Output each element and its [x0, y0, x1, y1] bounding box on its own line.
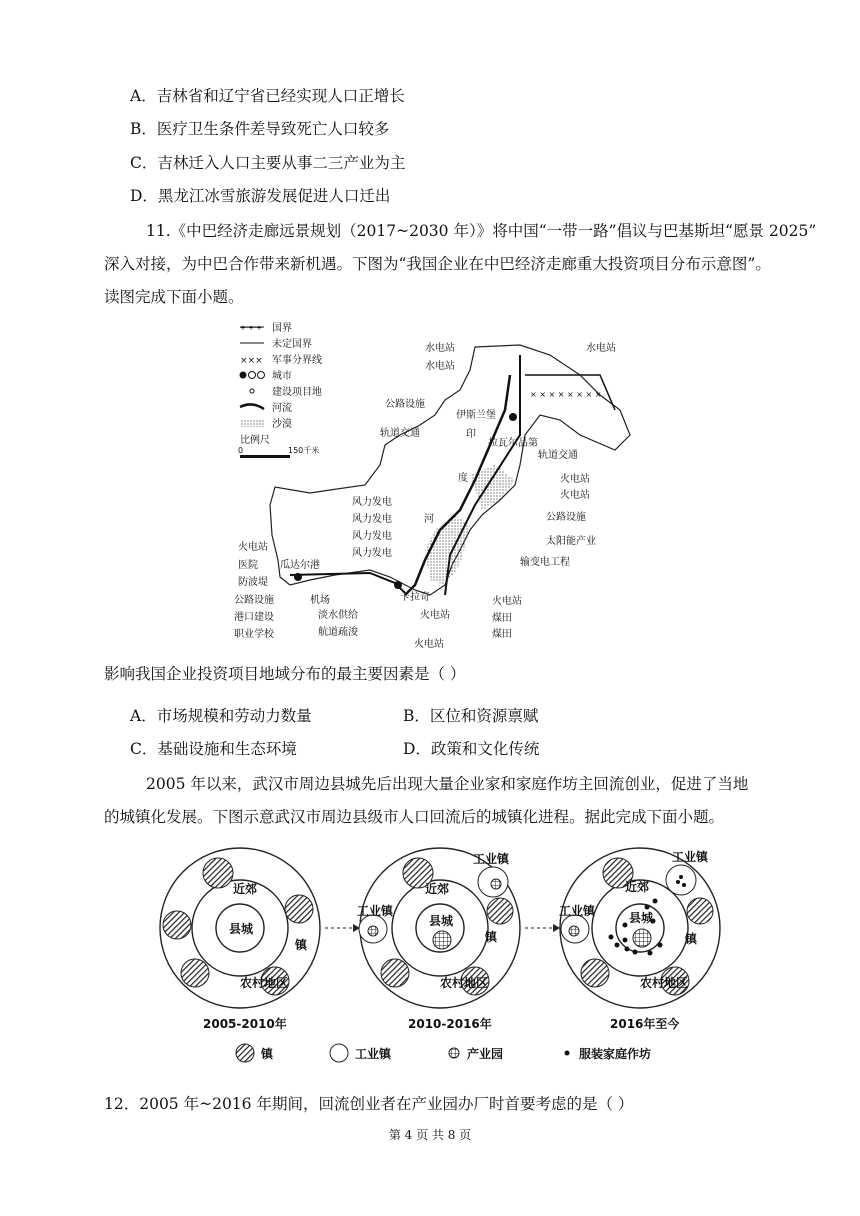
diagram-legend-workshop: 服装家庭作坊: [579, 1047, 652, 1061]
q11-intro-line3: 读图完成下面小题。: [104, 288, 244, 306]
svg-text:防波堤: 防波堤: [238, 577, 268, 588]
legend-river: 河流: [272, 403, 292, 414]
svg-text:近郊: 近郊: [425, 882, 450, 896]
svg-text:风力发电: 风力发电: [352, 548, 392, 559]
svg-text:机场: 机场: [310, 595, 330, 606]
svg-text:+·+·+: +·+·+: [240, 324, 263, 332]
diagram-legend-town: 镇: [261, 1047, 274, 1061]
svg-text:航道疏浚: 航道疏浚: [318, 627, 358, 638]
svg-text:镇: 镇: [685, 932, 698, 946]
svg-text:印: 印: [466, 429, 476, 440]
svg-text:输变电工程: 输变电工程: [520, 557, 570, 568]
scale-title: 比例尺: [240, 435, 270, 446]
svg-text:县城: 县城: [629, 911, 654, 925]
svg-text:公路设施: 公路设施: [546, 512, 586, 523]
scale-value: 150千米: [288, 446, 320, 455]
q11-question: 影响我国企业投资项目地域分布的最主要因素是（ ）: [104, 665, 466, 683]
q11-option-b: B．区位和资源禀赋: [403, 707, 539, 725]
svg-text:瓜达尔港: 瓜达尔港: [280, 560, 320, 571]
svg-text:工业镇: 工业镇: [473, 852, 510, 866]
svg-text:火电站: 火电站: [420, 610, 450, 621]
urbanization-diagram: [155, 845, 725, 1075]
svg-text:水电站: 水电站: [586, 343, 616, 354]
svg-text:风力发电: 风力发电: [352, 497, 392, 508]
svg-text:县城: 县城: [229, 922, 254, 936]
svg-text:煤田: 煤田: [492, 629, 512, 640]
page-footer: 第 4 页 共 8 页: [388, 1128, 472, 1142]
q11-option-c: C．基础设施和生态环境: [130, 740, 297, 758]
q11-option-d: D．政策和文化传统: [403, 740, 540, 758]
svg-text:公路设施: 公路设施: [385, 399, 425, 410]
svg-text:火电站: 火电站: [560, 474, 590, 485]
scale-zero: 0: [238, 446, 244, 455]
svg-text:镇: 镇: [485, 930, 498, 944]
q10-option-a: A．吉林省和辽宁省已经实现人口正增长: [130, 87, 405, 105]
q10-option-c: C．吉林迁入人口主要从事二三产业为主: [130, 154, 406, 172]
svg-text:近郊: 近郊: [625, 880, 650, 894]
svg-text:卡拉奇: 卡拉奇: [400, 592, 430, 603]
legend-desert: 沙漠: [272, 419, 292, 430]
svg-text:2016年至今: 2016年至今: [610, 1017, 680, 1031]
svg-text:县城: 县城: [429, 914, 454, 928]
svg-text:风力发电: 风力发电: [352, 514, 392, 525]
svg-text:拉瓦尔品第: 拉瓦尔品第: [488, 438, 538, 449]
svg-text:火电站: 火电站: [492, 596, 522, 607]
legend-border: 国界: [272, 323, 292, 334]
legend-project: 建设项目地: [272, 387, 322, 398]
cpec-map: [220, 315, 640, 655]
diagram-legend-industrial-town: 工业镇: [355, 1047, 392, 1061]
q10-option-b: B．医疗卫生条件差导致死亡人口较多: [130, 120, 390, 138]
svg-text:火电站: 火电站: [238, 542, 268, 553]
svg-text:农村地区: 农村地区: [240, 976, 289, 990]
svg-text:近郊: 近郊: [233, 882, 258, 896]
svg-text:镇: 镇: [295, 938, 308, 952]
svg-text:伊斯兰堡: 伊斯兰堡: [456, 410, 496, 421]
svg-text:火电站: 火电站: [560, 490, 590, 501]
legend-city: 城市: [272, 371, 292, 382]
svg-text:工业镇: 工业镇: [357, 904, 394, 918]
svg-text:医院: 医院: [238, 560, 258, 571]
q11-intro-line1: 11.《中巴经济走廊远景规划（2017~2030 年）》将中国“一带一路”倡议与巴基斯坦“愿景 2025”: [146, 222, 817, 240]
svg-text:×××: ×××: [240, 356, 263, 366]
diagram-legend-industrial-park: 产业园: [467, 1047, 504, 1061]
q11-intro-line2: 深入对接，为中巴合作带来新机遇。下图为“我国企业在中巴经济走廊重大投资项目分布示意图”。: [104, 255, 771, 273]
wuhan-intro-line2: 的城镇化发展。下图示意武汉市周边县级市人口回流后的城镇化进程。据此完成下面小题。: [104, 808, 725, 826]
legend-military-line: 军事分界线: [272, 355, 322, 366]
svg-text:水电站: 水电站: [425, 343, 455, 354]
q12-question: 12．2005 年~2016 年期间，回流创业者在产业园办厂时首要考虑的是（ ）: [104, 1095, 634, 1113]
svg-text:港口建设: 港口建设: [234, 612, 274, 623]
svg-text:河: 河: [424, 514, 434, 525]
svg-text:农村地区: 农村地区: [440, 976, 489, 990]
legend-undetermined-border: 未定国界: [272, 339, 312, 350]
svg-text:火电站: 火电站: [414, 639, 444, 650]
svg-text:职业学校: 职业学校: [234, 629, 274, 640]
svg-text:2005-2010年: 2005-2010年: [203, 1017, 287, 1031]
svg-text:轨道交通: 轨道交通: [380, 428, 420, 439]
svg-text:工业镇: 工业镇: [672, 850, 709, 864]
svg-text:煤田: 煤田: [492, 613, 512, 624]
svg-text:工业镇: 工业镇: [559, 904, 596, 918]
q10-option-d: D．黑龙江冰雪旅游发展促进人口迁出: [130, 187, 391, 205]
svg-text:轨道交通: 轨道交通: [538, 450, 578, 461]
svg-text:风力发电: 风力发电: [352, 531, 392, 542]
wuhan-intro-line1: 2005 年以来，武汉市周边县城先后出现大量企业家和家庭作坊主回流创业，促进了当地: [146, 775, 749, 793]
svg-text:太阳能产业: 太阳能产业: [546, 536, 596, 547]
svg-text:淡水供给: 淡水供给: [318, 610, 358, 621]
svg-text:公路设施: 公路设施: [234, 595, 274, 606]
q11-option-a: A．市场规模和劳动力数量: [130, 707, 312, 725]
svg-text:水电站: 水电站: [425, 361, 455, 372]
svg-text:× × × × × × × ×: × × × × × × × ×: [530, 390, 602, 399]
svg-text:2010-2016年: 2010-2016年: [408, 1017, 492, 1031]
svg-text:度: 度: [458, 473, 468, 484]
svg-text:农村地区: 农村地区: [640, 976, 689, 990]
